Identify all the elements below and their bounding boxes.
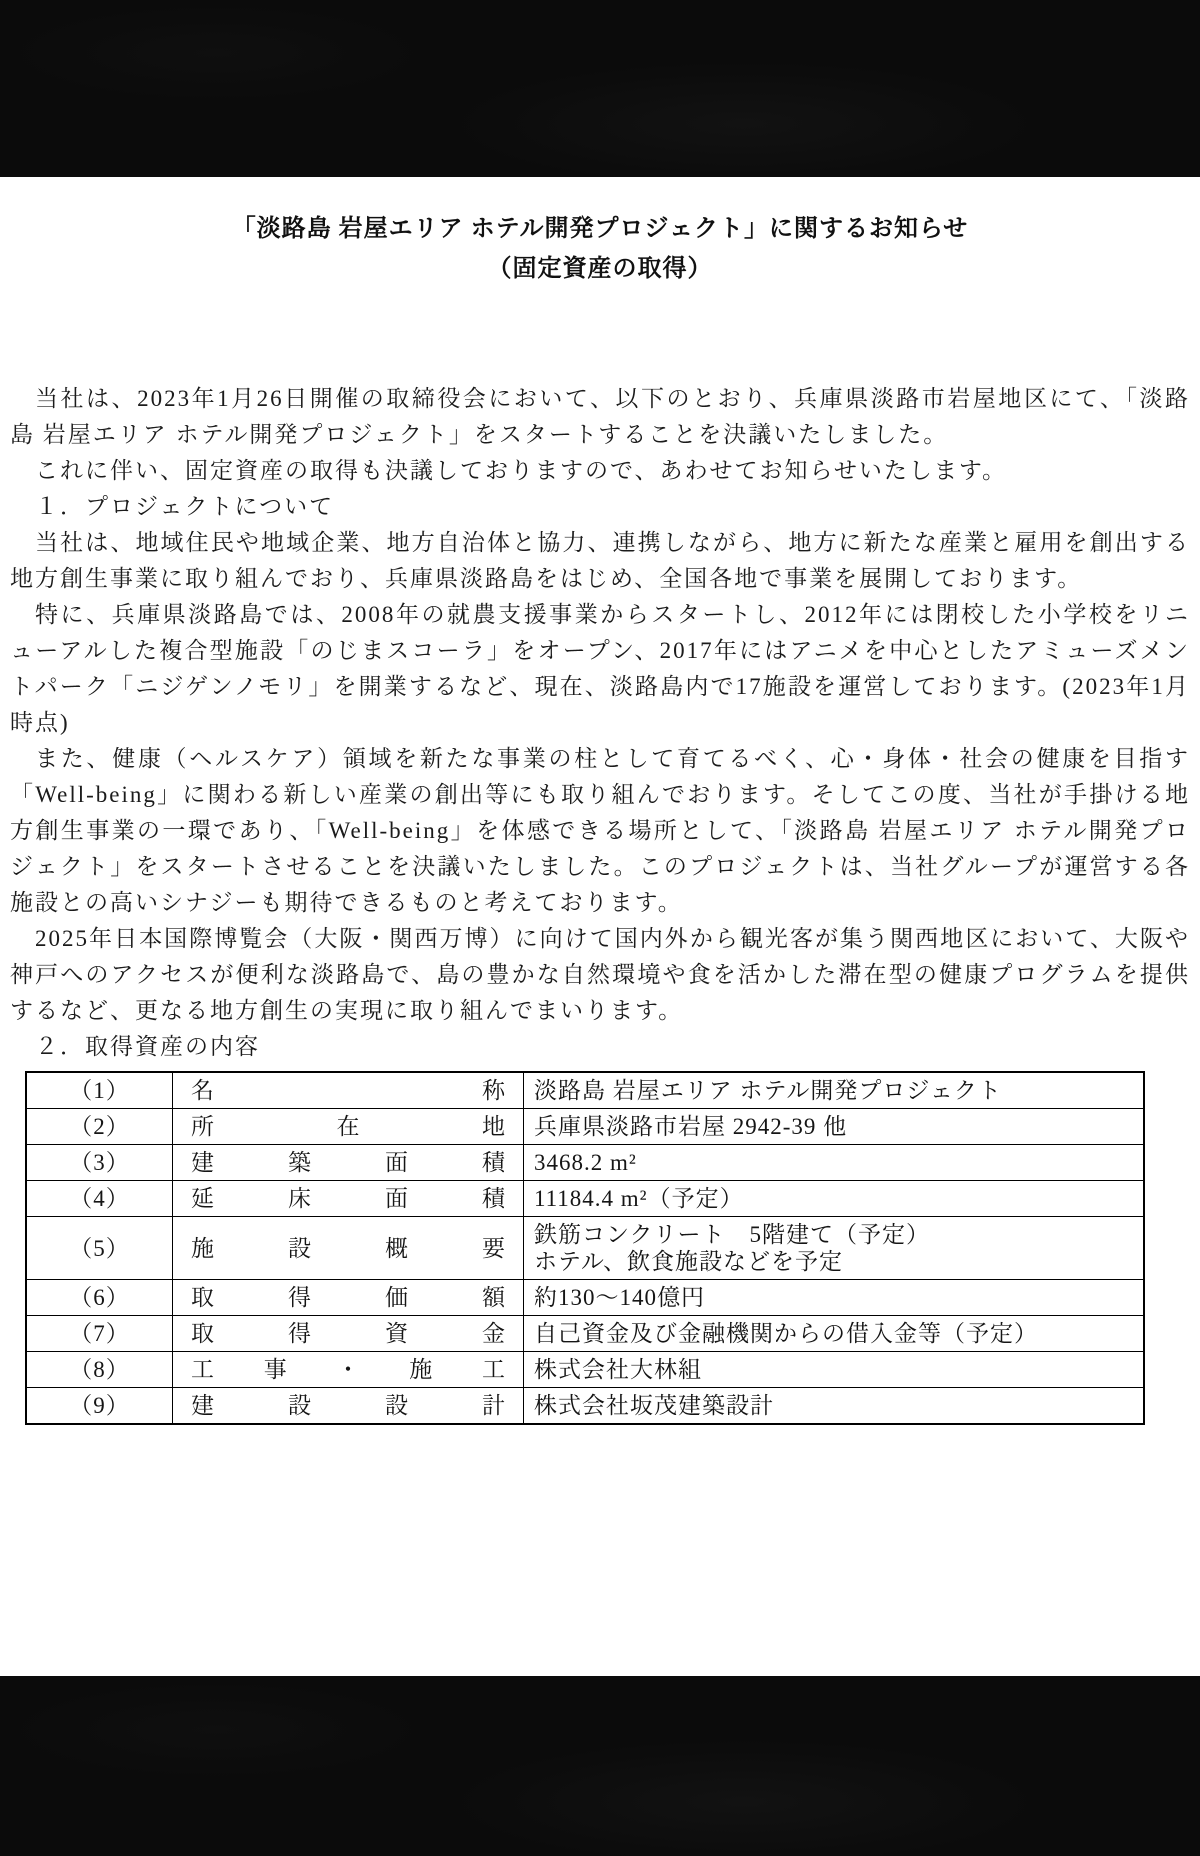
row-value: 淡路島 岩屋エリア ホテル開発プロジェクト [524,1072,1145,1109]
row-number: （6） [26,1280,173,1316]
row-value: 自己資金及び金融機関からの借入金等（予定） [524,1316,1145,1352]
row-number: （2） [26,1109,173,1145]
row-number: （4） [26,1181,173,1217]
row-label: 延 床 面 積 [191,1186,505,1211]
row-value: 株式会社大林組 [524,1352,1145,1388]
section2-heading: ２．取得資産の内容 [35,1034,260,1059]
row-value: 約130～140億円 [524,1280,1145,1316]
table-row [26,1280,1144,1316]
table-row [26,1181,1144,1217]
table-row [26,1145,1144,1181]
row-label: 取 得 価 額 [191,1285,505,1310]
intro-block [10,381,1190,489]
table-row [26,1072,1144,1109]
row-label: 取 得 資 金 [191,1321,505,1346]
row-label: 建 築 面 積 [191,1150,505,1175]
section1-paragraph-1: 当社は、地域住民や地域企業、地方自治体と協力、連携しながら、地方に新たな産業と雇用を創出する地方創生事業に取り組んでおり、兵庫県淡路島をはじめ、全国各地で事業を展開しております。 [10,530,1190,591]
document-title [10,209,1190,289]
intro-paragraph-1: 当社は、2023年1月26日開催の取締役会において、以下のとおり、兵庫県淡路市岩屋地区にて、「淡路島 岩屋エリア ホテル開発プロジェクト」をスタートすることを決議いたしました。 [10,386,1190,447]
row-label: 建 設 設 計 [191,1393,505,1418]
intro-paragraph-2: これに伴い、固定資産の取得も決議しておりますので、あわせてお知らせいたします。 [35,458,1008,483]
document-title-line2: （固定資産の取得） [487,256,713,282]
row-value [524,1217,1145,1280]
section1-heading: １．プロジェクトについて [35,494,335,519]
press-release-page [0,177,1200,1676]
table-row [26,1388,1144,1425]
row-value: 3468.2 m² [524,1145,1145,1181]
table-row [26,1217,1144,1280]
row-value: 株式会社坂茂建築設計 [524,1388,1145,1425]
row-number: （9） [26,1388,173,1425]
section1-paragraph-4: 2025年日本国際博覧会（大阪・関西万博）に向けて国内外から観光客が集う関西地区において、大阪や神戸へのアクセスが便利な淡路島で、島の豊かな自然環境や食を活かした滞在型の健康プログラムを提供するなど、更なる地方創生の実現に取り組んでまいります。 [10,926,1190,1023]
row-value: 兵庫県淡路市岩屋 2942-39 他 [524,1109,1145,1145]
row-number: （5） [26,1217,173,1280]
document-title-line1: 「淡路島 岩屋エリア ホテル開発プロジェクト」に関するお知らせ [231,216,969,242]
row-label: 名 称 [191,1078,505,1103]
row-label: 施 設 概 要 [191,1235,505,1261]
row-value-line1: 鉄筋コンクリート 5階建て（予定） [534,1222,931,1247]
section1-paragraph-2: 特に、兵庫県淡路島では、2008年の就農支援事業からスタートし、2012年には閉校した小学校をリニューアルした複合型施設「のじまスコーラ」をオープン、2017年にはアニメを中心としたアミューズメントパーク「ニジゲンノモリ」を開業するなど、現在、淡路島内で17施設を運営しております。(2023年1月時点) [10,602,1190,735]
bottom-black-bar [0,1676,1200,1856]
acquired-assets-table [25,1071,1145,1425]
row-number: （8） [26,1352,173,1388]
row-label: 所 在 地 [191,1114,505,1139]
row-number: （7） [26,1316,173,1352]
table-row [26,1109,1144,1145]
section1-paragraph-3: また、健康（ヘルスケア）領域を新たな事業の柱として育てるべく、心・身体・社会の健康を目指す「Well-being」に関わる新しい産業の創出等にも取り組んでおります。そしてこの度、当社が手掛ける地方創生事業の一環であり、「Well-being」を体感できる場所として、「淡路島 岩屋エリア ホテル開発プロジェクト」をスタートさせることを決議いたしました。このプロジェクトは、当社グループが運営する各施設との高いシナジーも期待できるものと考えております。 [10,746,1190,915]
row-value: 11184.4 m²（予定） [524,1181,1145,1217]
row-value-line2: ホテル、飲食施設などを予定 [534,1249,844,1274]
row-number: （1） [26,1072,173,1109]
row-label: 工 事 ・ 施 工 [191,1357,505,1382]
top-black-bar [0,0,1200,177]
table-row [26,1316,1144,1352]
table-row [26,1352,1144,1388]
row-number: （3） [26,1145,173,1181]
